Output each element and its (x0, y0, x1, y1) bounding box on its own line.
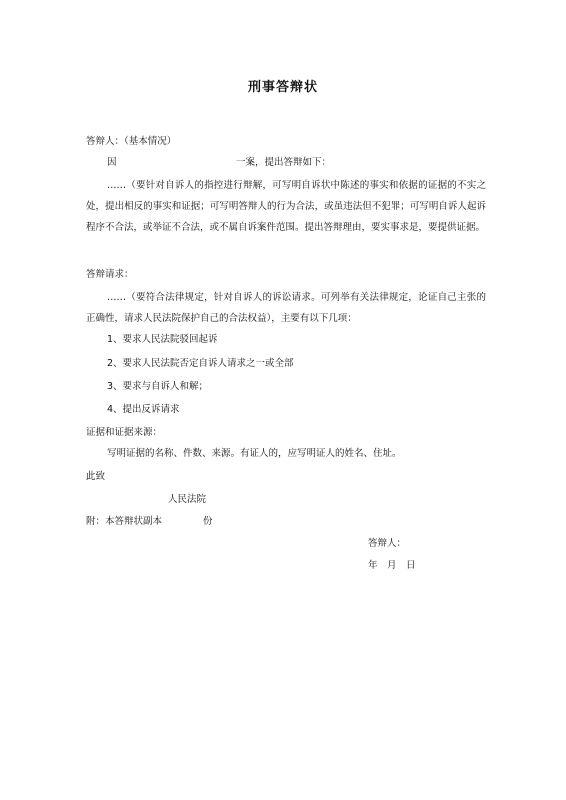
attachment-suffix: 份 (203, 516, 213, 527)
request-item-3: 3、要求与自诉人和解； (107, 381, 209, 392)
evidence-body: 写明证据的名称、件数、来源。有证人的，应写明证人的姓名、住址。 (107, 448, 402, 459)
respondent-line: 答辩人：（基本情况） (86, 136, 177, 147)
request-item-4: 4、提出反诉请求 (107, 404, 180, 415)
cause-prefix: 因 (107, 157, 117, 168)
cause-suffix: 一案，提出答辩如下： (236, 157, 332, 168)
salutation: 此致 (86, 471, 106, 482)
request-item-1: 1、要求人民法院驳回起诉 (107, 334, 218, 345)
document-title: 刑事答辩状 (247, 80, 318, 95)
evidence-heading: 证据和证据来源： (86, 427, 163, 438)
requests-body: ……（要符合法律规定，针对自诉人的诉讼请求。可列举有关法律规定，论证自己主张的正确性，请求人民法院保护自己的合法权益），主要有以下几项： (86, 292, 486, 324)
request-item-2: 2、要求人民法院否定自诉人请求之一或全部 (107, 358, 294, 369)
date-label: 年 月 日 (368, 560, 416, 571)
defense-body: ……（要针对自诉人的指控进行辩解，可写明自诉状中陈述的事实和依据的证据的不实之处，提出相反的事实和证据；可写明答辩人的行为合法，或虽违法但不犯罪；可写明自诉人起诉程序不合法，或举证不合法，或不属自诉案件范围。提出答辩理由，要实事求是，要提供证据。 (86, 180, 486, 233)
signature-label: 答辩人： (368, 538, 407, 549)
requests-heading: 答辩请求： (86, 269, 134, 280)
court-name: 人民法院 (168, 494, 207, 505)
attachment-prefix: 附：本答辩状副本 (86, 516, 163, 527)
